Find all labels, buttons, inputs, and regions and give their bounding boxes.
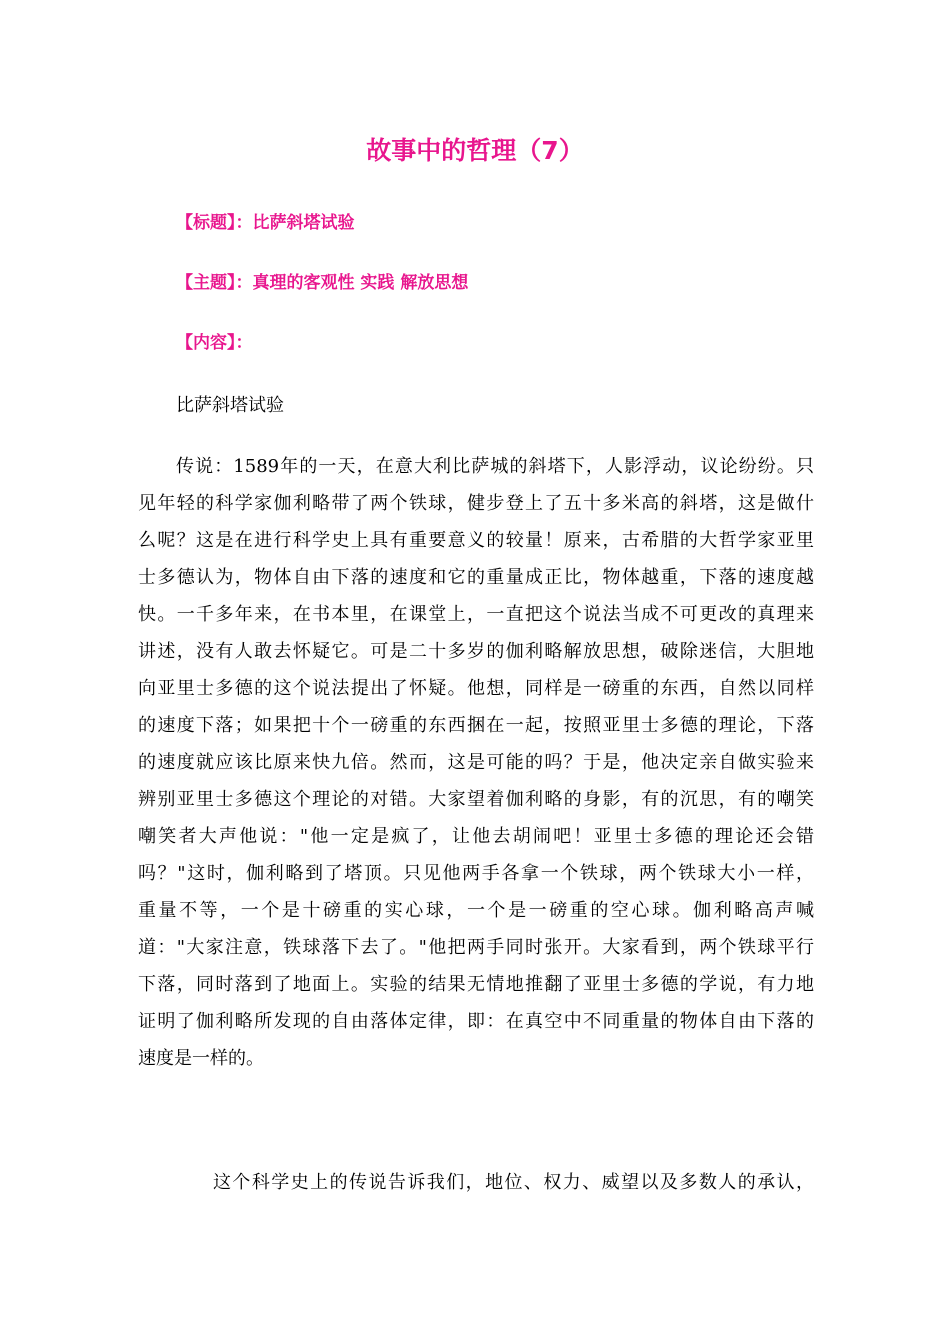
paragraph-line: 士多德认为，物体自由下落的速度和它的重量成正比，物体越重，下落的速度越 [138, 567, 814, 588]
paragraph-line: 证明了伽利略所发现的自由落体定律，即：在真空中不同重量的物体自由下落的 [138, 1011, 814, 1032]
meta-title-label: 【标题】： [176, 213, 253, 233]
paragraph-line: 么呢？这是在进行科学史上具有重要意义的较量！原来，古希腊的大哲学家亚里 [138, 530, 814, 551]
paragraph-line: 快。一千多年来，在书本里，在课堂上，一直把这个说法当成不可更改的真理来 [138, 604, 814, 625]
paragraph-line: 下落，同时落到了地面上。实验的结果无情地推翻了亚里士多德的学说，有力地 [138, 974, 814, 995]
paragraph-line: 重量不等，一个是十磅重的实心球，一个是一磅重的空心球。伽利略高声喊 [138, 900, 814, 921]
paragraph-line: 的速度就应该比原来快九倍。然而，这是可能的吗？于是，他决定亲自做实验来 [138, 752, 814, 773]
paragraph-line: 速度是一样的。 [138, 1048, 264, 1069]
paragraph-line: 嘲笑者大声他说："他一定是疯了，让他去胡闹吧！亚里士多德的理论还会错 [138, 826, 814, 847]
meta-title-row [176, 211, 355, 235]
meta-title-value: 比萨斜塔试验 [252, 213, 355, 233]
paragraph-line: 传说：1589年的一天，在意大利比萨城的斜塔下，人影浮动，议论纷纷。只 [176, 456, 814, 477]
paragraph-line: 见年轻的科学家伽利略带了两个铁球，健步登上了五十多米高的斜塔，这是做什 [138, 493, 814, 514]
meta-theme-row [176, 271, 468, 295]
paragraph-line: 道："大家注意，铁球落下去了。"他把两手同时张开。大家看到，两个铁球平行 [138, 937, 814, 958]
meta-content-label: 【内容】： [176, 333, 253, 353]
paragraph-line: 吗？"这时，伽利略到了塔顶。只见他两手各拿一个铁球，两个铁球大小一样， [138, 863, 814, 884]
paragraph-line: 向亚里士多德的这个说法提出了怀疑。他想，同样是一磅重的东西，自然以同样 [138, 678, 814, 699]
document-title: 故事中的哲理（7） [366, 136, 584, 165]
meta-theme-label: 【主题】： [176, 273, 253, 293]
meta-theme-value: 真理的客观性 实践 解放思想 [252, 273, 469, 293]
meta-content-row [176, 331, 253, 355]
paragraph-line: 这个科学史上的传说告诉我们，地位、权力、威望以及多数人的承认， [213, 1172, 814, 1193]
story-subtitle: 比萨斜塔试验 [176, 395, 284, 416]
paragraph-line: 辨别亚里士多德这个理论的对错。大家望着伽利略的身影，有的沉思，有的嘲笑 [138, 789, 814, 810]
paragraph-line: 的速度下落；如果把十个一磅重的东西捆在一起，按照亚里士多德的理论，下落 [138, 715, 814, 736]
paragraph-line: 讲述，没有人敢去怀疑它。可是二十多岁的伽利略解放思想，破除迷信，大胆地 [138, 641, 814, 662]
